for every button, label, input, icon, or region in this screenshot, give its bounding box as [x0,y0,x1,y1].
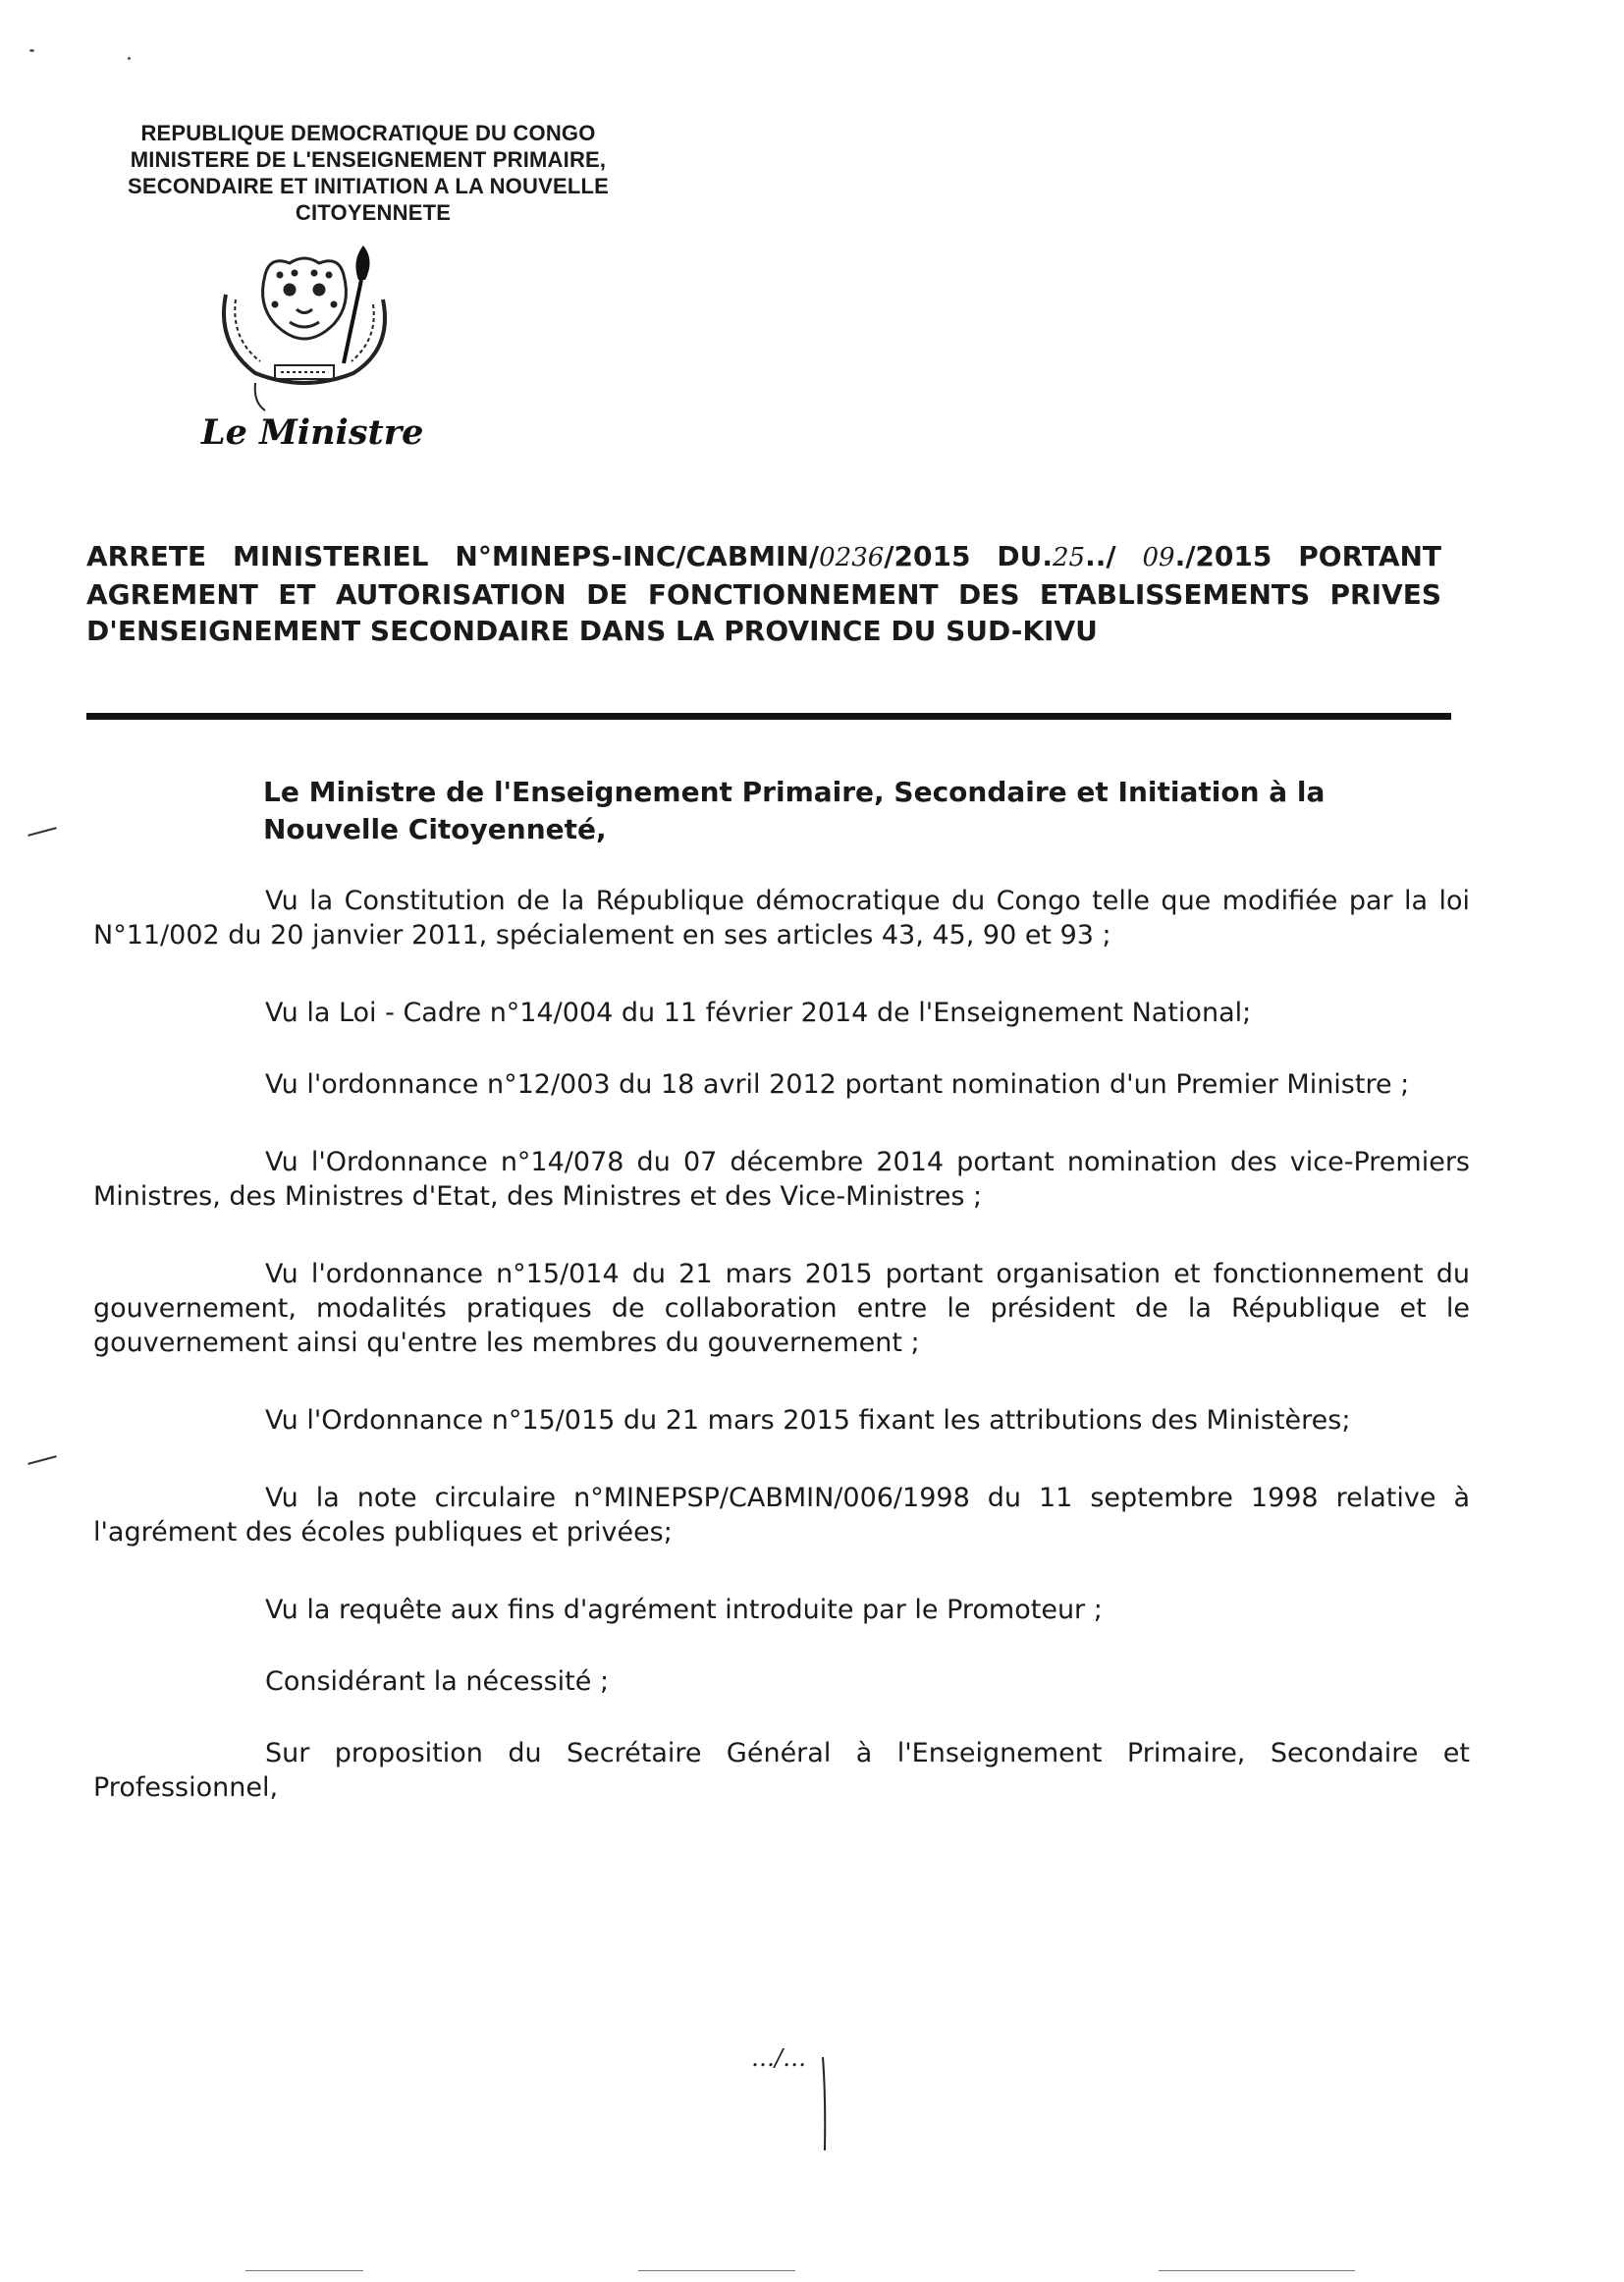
considerations-list [93,884,1470,1848]
scan-speck [29,49,34,52]
decree-subject: PORTANT AGREMENT ET AUTORISATION DE FONCTIONNEMENT DES ETABLISSEMENTS PRIVES D'ENSEIGNEMENT SECONDAIRE DANS LA PROVINCE DU SUD-KIVU [86,540,1442,647]
consideration-item: Considérant la nécessité ; [265,1666,610,1697]
decree-number-prefix: ARRETE MINISTERIEL N°MINEPS-INC/CABMIN/ [86,540,820,572]
consideration-item: Vu la requête aux fins d'agrément introduite par le Promoteur ; [265,1595,1103,1625]
consideration-item: Vu la note circulaire n°MINEPSP/CABMIN/006/1998 du 11 septembre 1998 relative à l'agrément des écoles publiques et privées; [93,1483,1470,1548]
consideration-item: Vu l'ordonnance n°15/014 du 21 mars 2015 portant organisation et fonctionnement du gouvernement, modalités pratiques de collaboration entre le président de la République et le gouvernement ainsi qu'entre les membres du gouvernement ; [93,1259,1470,1358]
consideration-item: Vu la Constitution de la République démocratique du Congo telle que modifiée par la loi N°11/002 du 20 janvier 2011, spécialement en ses articles 43, 45, 90 et 93 ; [93,886,1470,951]
decree-year: /2015 DU. [884,540,1053,572]
letterhead-ministry-line2: SECONDAIRE ET INITIATION A LA NOUVELLE [128,174,609,198]
consideration-item: Vu l'Ordonnance n°14/078 du 07 décembre 2014 portant nomination des vice-Premiers Ministres, des Ministres d'Etat, des Ministres et des Vice-Ministres ; [93,1147,1470,1212]
decree-date-separator: ../ [1085,540,1143,572]
decree-title [86,538,1441,649]
decree-date-end: ./2015 [1174,540,1272,572]
letterhead-ministry-line3: CITOYENNETE [295,200,452,225]
footer-scan-line [638,2270,795,2271]
consideration-item: Vu la Loi - Cadre n°14/004 du 11 février 2014 de l'Enseignement National; [265,998,1252,1028]
footer-scan-line [245,2270,363,2271]
consideration-item: Vu l'Ordonnance n°15/015 du 21 mars 2015 fixant les attributions des Ministères; [265,1405,1351,1436]
consideration-item: Sur proposition du Secrétaire Général à l'Enseignement Primaire, Secondaire et Professionnel, [93,1738,1470,1803]
signature-title: Le Ministre [201,412,424,453]
letterhead-country: REPUBLIQUE DEMOCRATIQUE DU CONGO [140,121,596,145]
margin-punch-mark [27,1455,56,1465]
minister-heading: Le Ministre de l'Enseignement Primaire, Secondaire et Initiation à la Nouvelle Citoyenneté, [263,776,1326,845]
decree-month-handwritten: 09 [1142,543,1175,572]
letterhead-ministry-line1: MINISTERE DE L'ENSEIGNEMENT PRIMAIRE, [130,147,607,172]
margin-punch-mark [27,827,56,837]
consideration-item: Vu l'ordonnance n°12/003 du 18 avril 2012 portant nomination d'un Premier Ministre ; [265,1069,1410,1100]
decree-number-handwritten: 0236 [819,543,885,572]
leopard-coat-of-arms-icon [196,236,412,412]
scan-speck [128,57,131,60]
decree-day-handwritten: 25 [1052,543,1086,572]
handwritten-stroke-icon [820,2057,830,2150]
footer-scan-line [1159,2270,1355,2271]
title-divider [86,713,1451,720]
continuation-mark: …/… [751,2044,807,2072]
letterhead [79,120,658,226]
